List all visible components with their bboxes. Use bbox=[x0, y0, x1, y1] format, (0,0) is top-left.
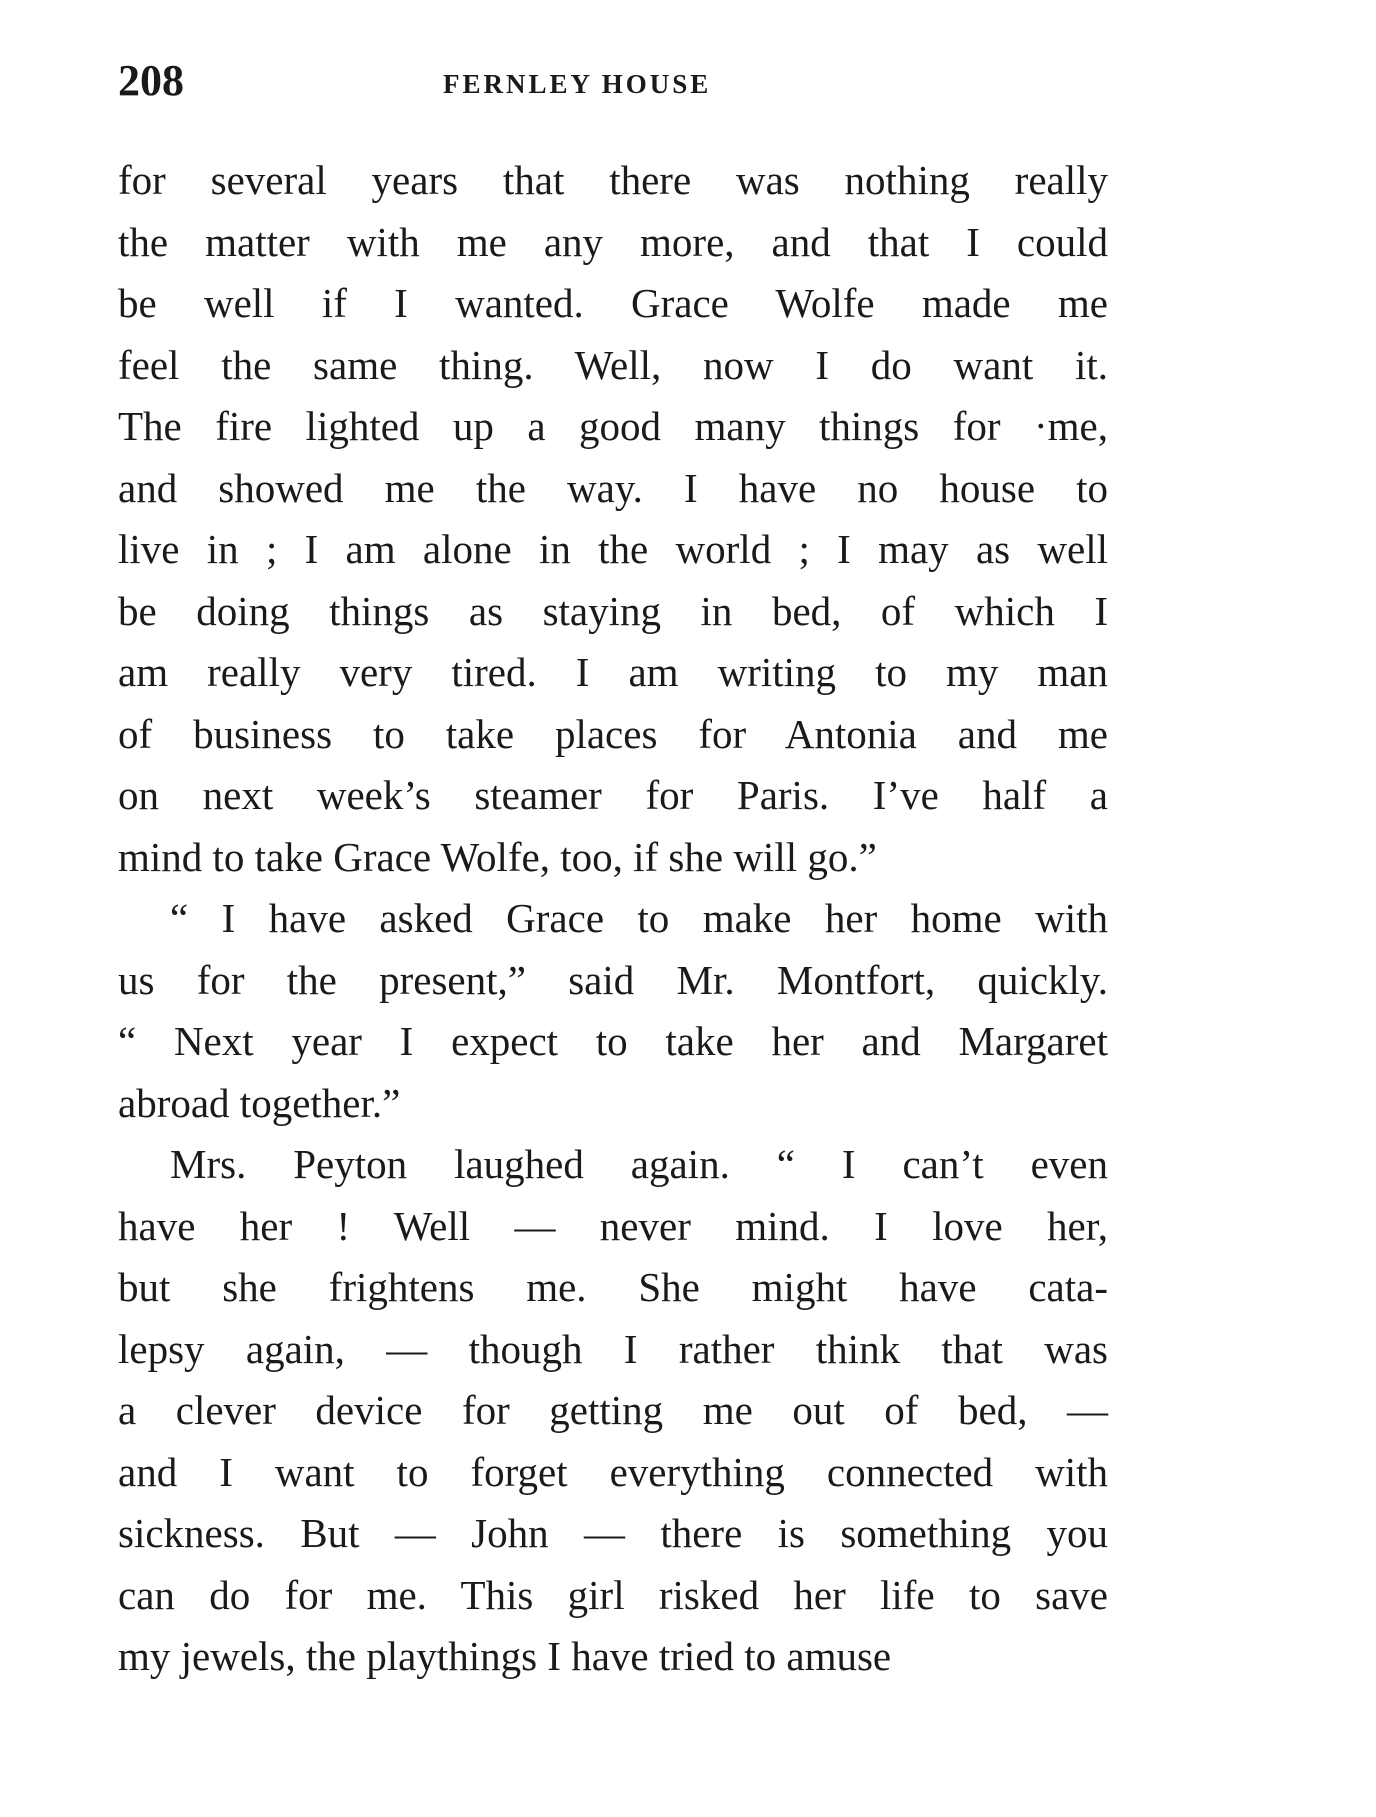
text-line: The fire lighted up a good many things for ·me, bbox=[118, 403, 1108, 449]
text-line: a clever device for getting me out of bed, — bbox=[118, 1387, 1108, 1433]
text-line: on next week’s steamer for Paris. I’ve half a bbox=[118, 772, 1108, 818]
text-line: abroad together.” bbox=[118, 1079, 401, 1126]
paragraph bbox=[118, 150, 1108, 888]
text-line: “ I have asked Grace to make her home with bbox=[170, 895, 1108, 941]
text-line: Mrs. Peyton laughed again. “ I can’t even bbox=[170, 1141, 1108, 1187]
text-line: of business to take places for Antonia and me bbox=[118, 710, 1108, 757]
text-line: sickness. But — John — there is something you bbox=[118, 1510, 1108, 1556]
text-line: am really very tired. I am writing to my man bbox=[118, 649, 1108, 695]
text-line: lepsy again, — though I rather think that was bbox=[118, 1325, 1108, 1372]
text-line: but she frightens me. She might have cata- bbox=[118, 1264, 1108, 1310]
paragraph bbox=[118, 1134, 1108, 1688]
text-line: and I want to forget everything connected with bbox=[118, 1448, 1108, 1495]
running-head bbox=[118, 56, 1108, 116]
paragraph bbox=[118, 888, 1108, 1134]
page-number: 208 bbox=[118, 56, 184, 105]
text-line: can do for me. This girl risked her life to save bbox=[118, 1571, 1108, 1618]
text-line: be well if I wanted. Grace Wolfe made me bbox=[118, 280, 1108, 326]
text-line: for several years that there was nothing really bbox=[118, 157, 1108, 203]
text-line: feel the same thing. Well, now I do want it. bbox=[118, 341, 1108, 388]
text-line: the matter with me any more, and that I could bbox=[118, 218, 1108, 265]
running-title: FERNLEY HOUSE bbox=[443, 69, 712, 99]
text-line: mind to take Grace Wolfe, too, if she will go.” bbox=[118, 833, 877, 880]
text-line: live in ; I am alone in the world ; I may as well bbox=[118, 526, 1108, 572]
text-line: us for the present,” said Mr. Montfort, quickly. bbox=[118, 956, 1108, 1003]
text-line: have her ! Well — never mind. I love her, bbox=[118, 1202, 1108, 1249]
text-line: “ Next year I expect to take her and Margaret bbox=[118, 1018, 1108, 1064]
text-line: my jewels, the playthings I have tried to amuse bbox=[118, 1633, 892, 1679]
body-text bbox=[118, 150, 1108, 1688]
text-line: and showed me the way. I have no house to bbox=[118, 464, 1108, 511]
text-line: be doing things as staying in bed, of which I bbox=[118, 587, 1108, 634]
